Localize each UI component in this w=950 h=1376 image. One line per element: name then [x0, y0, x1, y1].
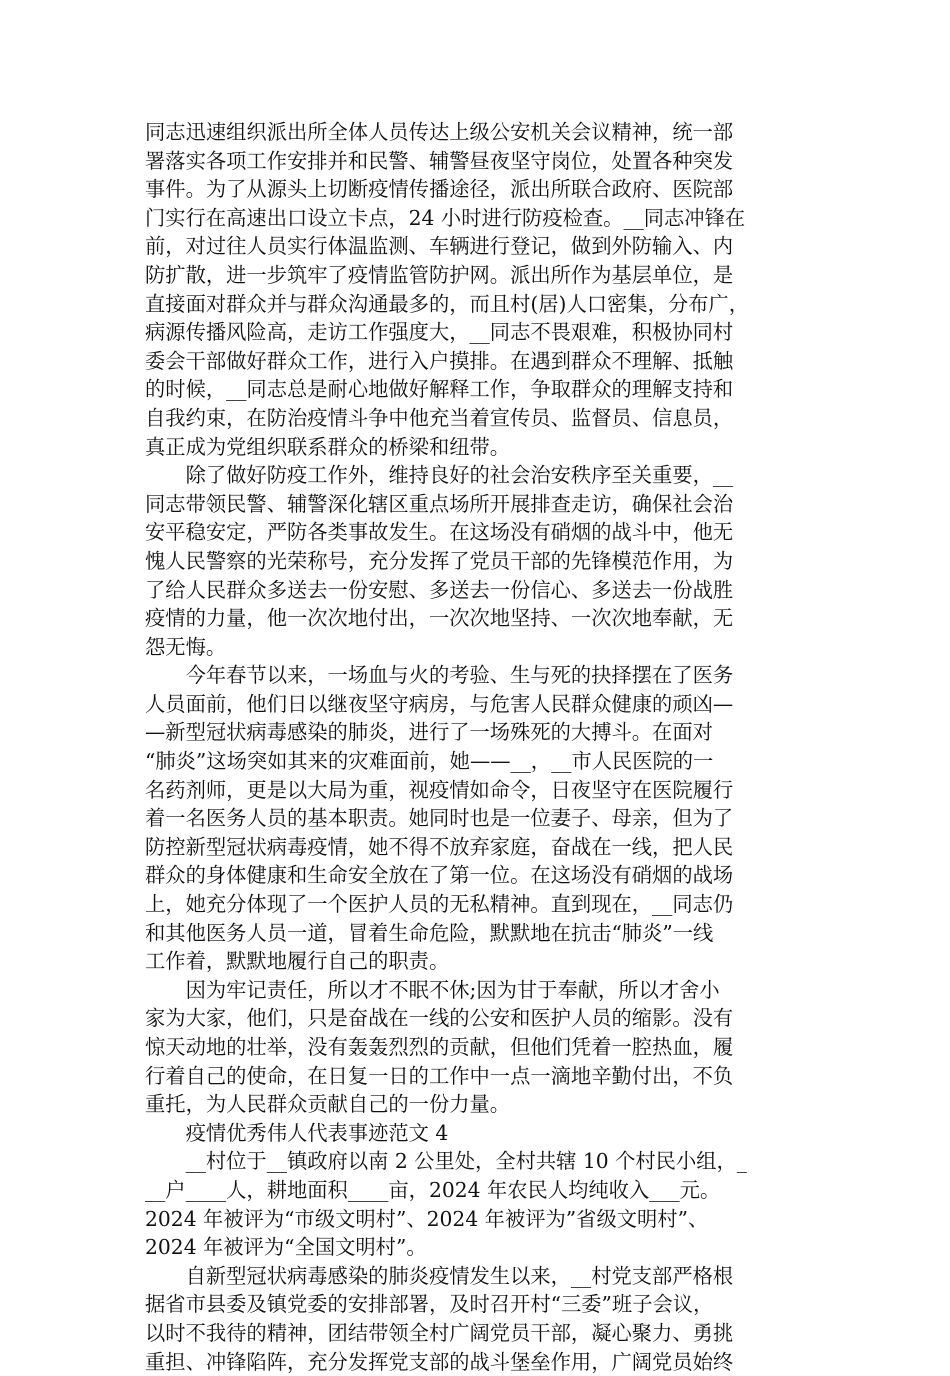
text-line: 因为牢记责任，所以才不眠不休;因为甘于奉献，所以才舍小	[145, 977, 720, 1002]
text-line: 2024 年被评为“全国文明村”。	[145, 1235, 427, 1260]
text-line: 上，她充分体现了一个医护人员的无私精神。直到现在，__同志仍	[145, 892, 734, 917]
text-line: 的时候，__同志总是耐心地做好解释工作，争取群众的理解支持和	[145, 377, 734, 402]
text-line: 防扩散，进一步筑牢了疫情监管防护网。派出所作为基层单位，是	[145, 262, 734, 287]
text-line: 怨无悔。	[145, 634, 227, 659]
text-line: 愧人民警察的光荣称号，充分发挥了党员干部的先锋模范作用，为	[145, 548, 734, 573]
text-line: 同志迅速组织派出所全体人员传达上级公安机关会议精神，统一部	[145, 120, 734, 144]
text-line: 了给人民群众多送去一份安慰、多送去一份信心、多送去一份战胜	[145, 577, 734, 602]
text-line: 重托，为人民群众贡献自己的一份力量。	[145, 1092, 511, 1117]
text-line: 人员面前，他们日以继夜坚守病房，与危害人民群众健康的顽凶—	[145, 691, 734, 716]
text-line: 工作着，默默地履行自己的职责。	[145, 949, 450, 974]
text-line: 和其他医务人员一道，冒着生命危险，默默地在抗击“肺炎”一线	[145, 920, 714, 945]
text-line: 重担、冲锋陷阵，充分发挥党支部的战斗堡垒作用，广阔党员始终	[145, 1349, 734, 1374]
body-text	[145, 118, 807, 1376]
text-line: __户____人，耕地面积____亩，2024 年农民人均纯收入___元。	[145, 1177, 721, 1202]
text-line: 行着自己的使命，在日复一日的工作中一点一滴地辛勤付出，不负	[145, 1063, 734, 1088]
text-line: 署落实各项工作安排并和民警、辅警昼夜坚守岗位，处置各种突发	[145, 148, 734, 173]
text-line: 家为大家，他们，只是奋战在一线的公安和医护人员的缩影。没有	[145, 1006, 734, 1031]
text-line: 2024 年被评为“市级文明村”、2024 年被评为”省级文明村”、	[145, 1206, 709, 1231]
text-line: 名药剂师，更是以大局为重，视疫情如命令，日夜坚守在医院履行	[145, 777, 734, 802]
text-line: 安平稳安定，严防各类事故发生。在这场没有硝烟的战斗中，他无	[145, 520, 734, 545]
text-line: 事件。为了从源头上切断疫情传播途径，派出所联合政府、医院部	[145, 177, 734, 202]
text-line: 据省市县委及镇党委的安排部署，及时召开村“三委”班子会议，	[145, 1292, 714, 1317]
text-line: 前，对过往人员实行体温监测、车辆进行登记，做到外防输入、内	[145, 234, 734, 259]
text-line: 防控新型冠状病毒疫情，她不得不放弃家庭，奋战在一线，把人民	[145, 834, 734, 859]
text-line: 疫情的力量，他一次次地付出，一次次地坚持、一次次地奉献，无	[145, 606, 734, 631]
text-line: 委会干部做好群众工作，进行入户摸排。在遇到群众不理解、抵触	[145, 348, 734, 373]
text-line: —新型冠状病毒感染的肺炎，进行了一场殊死的大搏斗。在面对	[145, 720, 713, 745]
text-line: 门实行在高速出口设立卡点，24 小时进行防疫检查。__同志冲锋在	[145, 205, 746, 230]
text-line: 以时不我待的精神，团结带领全村广阔党员干部，凝心聚力、勇挑	[145, 1320, 734, 1345]
text-line: 病源传播风险高，走访工作强度大，__同志不畏艰难，积极协同村	[145, 320, 734, 345]
text-line: __村位于__镇政府以南 2 公里处，全村共辖 10 个村民小组，_	[145, 1149, 747, 1174]
text-line: 惊天动地的壮举，没有轰轰烈烈的贡献，但他们凭着一腔热血，履	[145, 1035, 734, 1059]
text-line: 直接面对群众并与群众沟通最多的，而且村(居)人口密集，分布广，	[145, 291, 749, 316]
text-line: 群众的身体健康和生命安全放在了第一位。在这场没有硝烟的战场	[145, 863, 734, 888]
text-line: 自新型冠状病毒感染的肺炎疫情发生以来，__村党支部严格根	[145, 1263, 734, 1288]
text-line: 着一名医务人员的基本职责。她同时也是一位妻子、母亲，但为了	[145, 806, 734, 831]
text-line: 同志带领民警、辅警深化辖区重点场所开展排查走访，确保社会治	[145, 491, 734, 516]
text-line: “肺炎”这场突如其来的灾难面前，她——__，__市人民医院的一	[145, 749, 714, 774]
text-line: 自我约束，在防治疫情斗争中他充当着宣传员、监督员、信息员，	[145, 405, 734, 430]
text-line: 除了做好防疫工作外，维持良好的社会治安秩序至关重要，__	[145, 463, 734, 488]
text-line: 今年春节以来，一场血与火的考验、生与死的抉择摆在了医务	[145, 663, 734, 688]
text-line: 疫情优秀伟人代表事迹范文 4	[145, 1120, 449, 1145]
text-line: 真正成为党组织联系群众的桥梁和纽带。	[145, 434, 511, 459]
